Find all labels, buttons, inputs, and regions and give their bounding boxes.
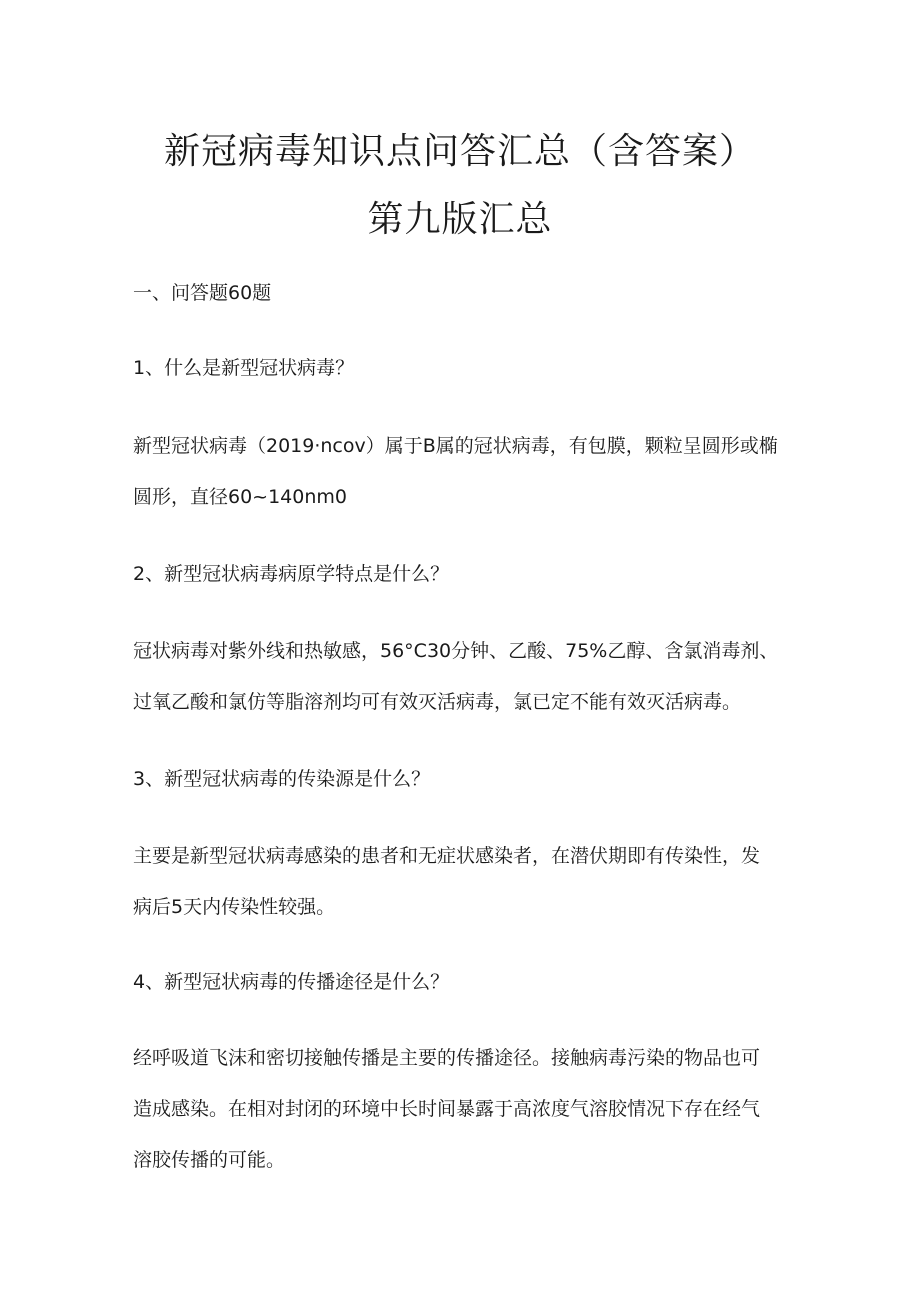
question-2 xyxy=(133,561,793,587)
answer-line: 溶胶传播的可能。 xyxy=(133,1149,286,1171)
answer-1 xyxy=(133,433,793,510)
question-1 xyxy=(133,355,793,381)
question-4 xyxy=(133,969,793,995)
section-heading: 一、问答题60题 xyxy=(133,282,272,304)
document-subtitle: 第九版汇总 xyxy=(367,199,553,240)
document-title: 新冠病毒知识点问答汇总（含答案） xyxy=(163,131,756,172)
answer-3 xyxy=(133,843,793,920)
question-text: 4、新型冠状病毒的传播途径是什么？ xyxy=(133,971,450,993)
section-heading-block xyxy=(133,280,793,306)
question-text: 2、新型冠状病毒病原学特点是什么？ xyxy=(133,563,450,585)
answer-line: 冠状病毒对紫外线和热敏感，56°C30分钟、乙酸、75%乙醇、含氯消毒剂、 xyxy=(133,640,779,662)
question-text: 3、新型冠状病毒的传染源是什么？ xyxy=(133,768,431,790)
answer-line: 经呼吸道飞沫和密切接触传播是主要的传播途径。接触病毒污染的物品也可 xyxy=(133,1047,761,1069)
answer-line: 主要是新型冠状病毒感染的患者和无症状感染者，在潜伏期即有传染性，发 xyxy=(133,845,761,867)
question-text: 1、什么是新型冠状病毒？ xyxy=(133,357,355,379)
answer-2 xyxy=(133,638,793,715)
answer-line: 新型冠状病毒（2019·ncov）属于B属的冠状病毒，有包膜，颗粒呈圆形或椭 xyxy=(133,435,778,457)
answer-line: 圆形，直径60~140nm0 xyxy=(133,486,348,508)
answer-line: 造成感染。在相对封闭的环境中长时间暴露于高浓度气溶胶情况下存在经气 xyxy=(133,1098,761,1120)
answer-line: 过氧乙酸和氯仿等脂溶剂均可有效灭活病毒，氯已定不能有效灭活病毒。 xyxy=(133,691,742,713)
answer-4 xyxy=(133,1045,793,1173)
question-3 xyxy=(133,766,793,792)
answer-line: 病后5天内传染性较强。 xyxy=(133,896,336,918)
